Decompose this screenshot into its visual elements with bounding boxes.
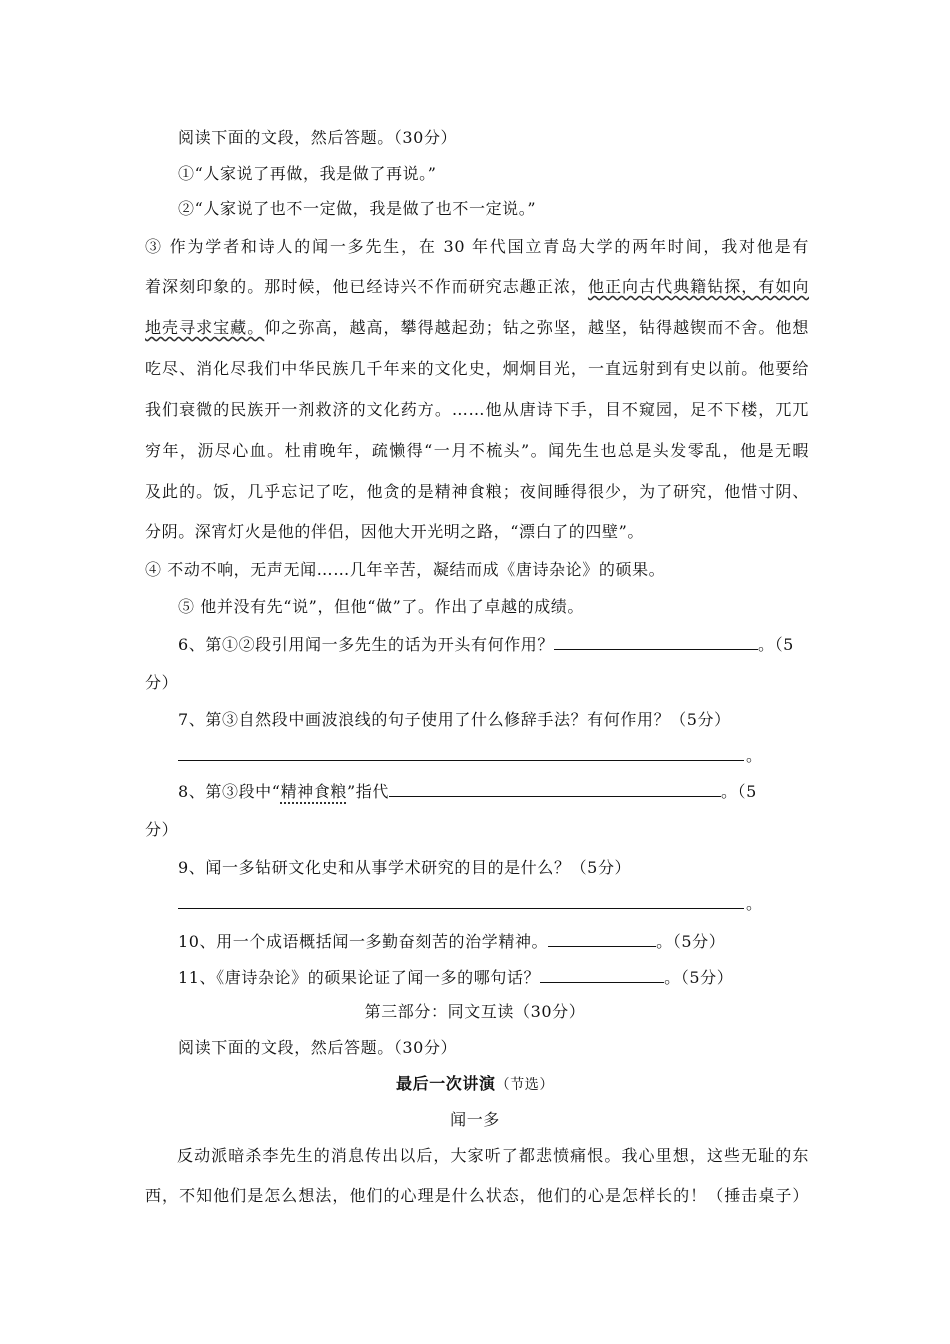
para3-line1: ③ 作为学者和诗人的闻一多先生，在 30 年代国立青岛大学的两年时间，我对他是有	[145, 237, 809, 256]
para-4: ④ 不动不响，无声无闻……几年辛苦，凝结而成《唐诗杂论》的硕果。	[145, 560, 666, 579]
essay-title: 最后一次讲演（节选）	[395, 1074, 554, 1093]
passage-intro: 阅读下面的文段，然后答题。（30分）	[178, 128, 458, 147]
answer-blank-10[interactable]	[548, 930, 656, 947]
question-6-wrap: 分）	[145, 673, 179, 692]
answer-line-7[interactable]	[178, 760, 744, 761]
essay-line2: 西，不知他们是怎么想法，他们的心理是什么状态，他们的心是怎样长的！（捶击桌子）	[145, 1186, 809, 1205]
para-5: ⑤ 他并没有先“说”，但他“做”了。作出了卓越的成绩。	[178, 597, 585, 616]
question-8: 8、第③段中“精神食粮”指代 。（5	[178, 782, 757, 801]
para3-line8: 分阴。深宵灯火是他的伴侣，因他大开光明之路，“漂白了的四壁”。	[145, 522, 644, 541]
para3-line6: 穷年，沥尽心血。杜甫晚年，疏懒得“一月不梳头”。闻先生也总是头发零乱，他是无暇	[145, 441, 809, 460]
question-7-end: 。	[746, 746, 763, 765]
essay-author: 闻一多	[450, 1110, 500, 1129]
para3-line3: 地壳寻求宝藏。仰之弥高，越高，攀得越起劲；钻之弥坚，越坚，钻得越锲而不舍。他想	[145, 318, 810, 337]
answer-blank-6[interactable]	[554, 633, 758, 650]
answer-blank-11[interactable]	[540, 966, 664, 983]
para3-line2: 着深刻印象的。那时候，他已经诗兴不作而研究志趣正浓，他正向古代典籍钻探，有如向	[145, 277, 809, 296]
question-6: 6、第①②段引用闻一多先生的话为开头有何作用？ 。（5	[178, 635, 794, 654]
question-11: 11、《唐诗杂论》的硕果论证了闻一多的哪句话？ 。（5分）	[178, 968, 734, 987]
answer-line-9[interactable]	[178, 908, 744, 909]
essay-line1: 反动派暗杀李先生的消息传出以后，大家听了都悲愤痛恨。我心里想，这些无耻的东	[177, 1146, 809, 1165]
wavy-sentence-part1: 他正向古代典籍钻探，有如向	[587, 277, 809, 296]
answer-blank-8[interactable]	[389, 780, 721, 797]
wavy-sentence-part2: 地壳寻求宝藏。	[145, 318, 265, 337]
quote-1: ①“人家说了再做，我是做了再说。”	[178, 164, 437, 183]
part3-intro: 阅读下面的文段，然后答题。（30分）	[178, 1038, 458, 1057]
question-9: 9、闻一多钻研文化史和从事学术研究的目的是什么？（5分）	[178, 858, 632, 877]
dotted-term: 精神食粮	[280, 782, 347, 801]
para3-line7: 及此的。饭，几乎忘记了吃，他贪的是精神食粮；夜间睡得很少，为了研究，他惜寸阴、	[145, 482, 809, 501]
quote-2: ②“人家说了也不一定做，我是做了也不一定说。”	[178, 199, 537, 218]
question-7: 7、第③自然段中画波浪线的句子使用了什么修辞手法？有何作用？（5分）	[178, 710, 731, 729]
para3-line5: 我们衰微的民族开一剂救济的文化药方。……他从唐诗下手，目不窥园，足不下楼，兀兀	[145, 400, 809, 419]
part3-heading: 第三部分：同文互读（30分）	[364, 1002, 586, 1021]
question-8-wrap: 分）	[145, 820, 179, 839]
para3-line4: 吃尽、消化尽我们中华民族几千年来的文化史，炯炯目光，一直远射到有史以前。他要给	[145, 359, 809, 378]
question-9-end: 。	[746, 894, 763, 913]
question-10: 10、用一个成语概括闻一多勤奋刻苦的治学精神。 。（5分）	[178, 932, 726, 951]
